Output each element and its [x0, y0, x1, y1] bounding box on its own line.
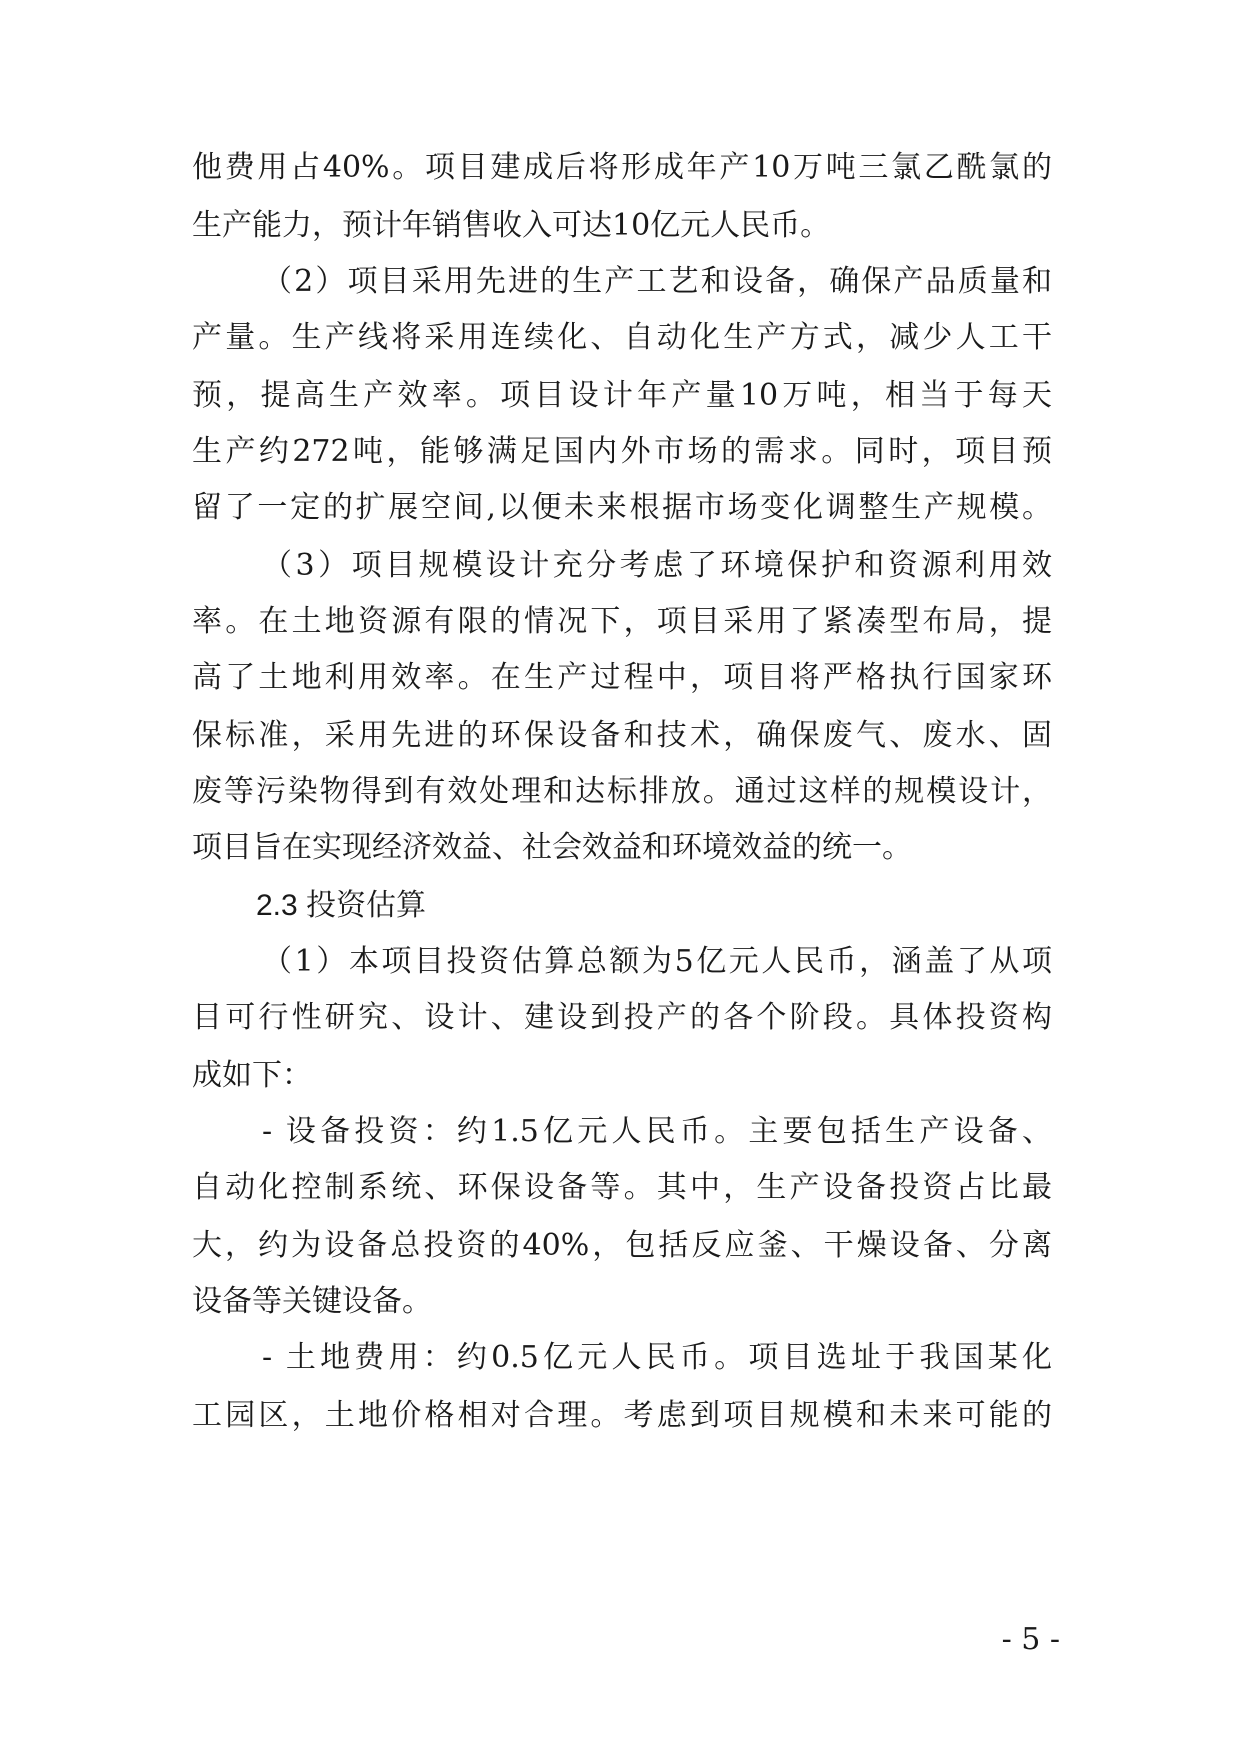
- body-line: 自动化控制系统、环保设备等。其中，生产设备投资占比最: [192, 1170, 1052, 1205]
- body-line: - 土地费用：约0.5亿元人民币。项目选址于我国某化: [262, 1340, 1052, 1375]
- section-heading: 2.3 投资估算: [256, 889, 427, 922]
- body-line: 生产约272吨，能够满足国内外市场的需求。同时，项目预: [192, 434, 1052, 469]
- body-line: 率。在土地资源有限的情况下，项目采用了紧凑型布局，提: [192, 604, 1052, 639]
- body-line: 废等污染物得到有效处理和达标排放。通过这样的规模设计，: [192, 774, 1052, 809]
- body-line: 工园区，土地价格相对合理。考虑到项目规模和未来可能的: [192, 1398, 1052, 1433]
- body-line: 他费用占40%。项目建成后将形成年产10万吨三氯乙酰氯的: [192, 150, 1052, 185]
- body-line: 大，约为设备总投资的40%，包括反应釜、干燥设备、分离: [192, 1228, 1052, 1263]
- body-line: 产量。生产线将采用连续化、自动化生产方式，减少人工干: [192, 320, 1052, 355]
- body-line: 目可行性研究、设计、建设到投产的各个阶段。具体投资构: [192, 1000, 1052, 1035]
- page-number: - 5 -: [1001, 1622, 1060, 1657]
- body-line: 设备等关键设备。: [192, 1284, 432, 1319]
- body-line: （1）本项目投资估算总额为5亿元人民币，涵盖了从项: [262, 944, 1052, 979]
- body-line: （3）项目规模设计充分考虑了环境保护和资源利用效: [262, 548, 1052, 583]
- body-line: 预，提高生产效率。项目设计年产量10万吨，相当于每天: [192, 378, 1052, 413]
- body-line: 项目旨在实现经济效益、社会效益和环境效益的统一。: [192, 830, 912, 865]
- body-line: （2）项目采用先进的生产工艺和设备，确保产品质量和: [262, 264, 1052, 299]
- body-line: 高了土地利用效率。在生产过程中，项目将严格执行国家环: [192, 660, 1052, 695]
- body-line: 生产能力，预计年销售收入可达10亿元人民币。: [192, 208, 831, 243]
- body-line: - 设备投资：约1.5亿元人民币。主要包括生产设备、: [262, 1114, 1052, 1149]
- body-line: 成如下：: [192, 1058, 312, 1093]
- body-line: 保标准，采用先进的环保设备和技术，确保废气、废水、固: [192, 718, 1052, 753]
- body-line: 留了一定的扩展空间,以便未来根据市场变化调整生产规模。: [192, 490, 1052, 525]
